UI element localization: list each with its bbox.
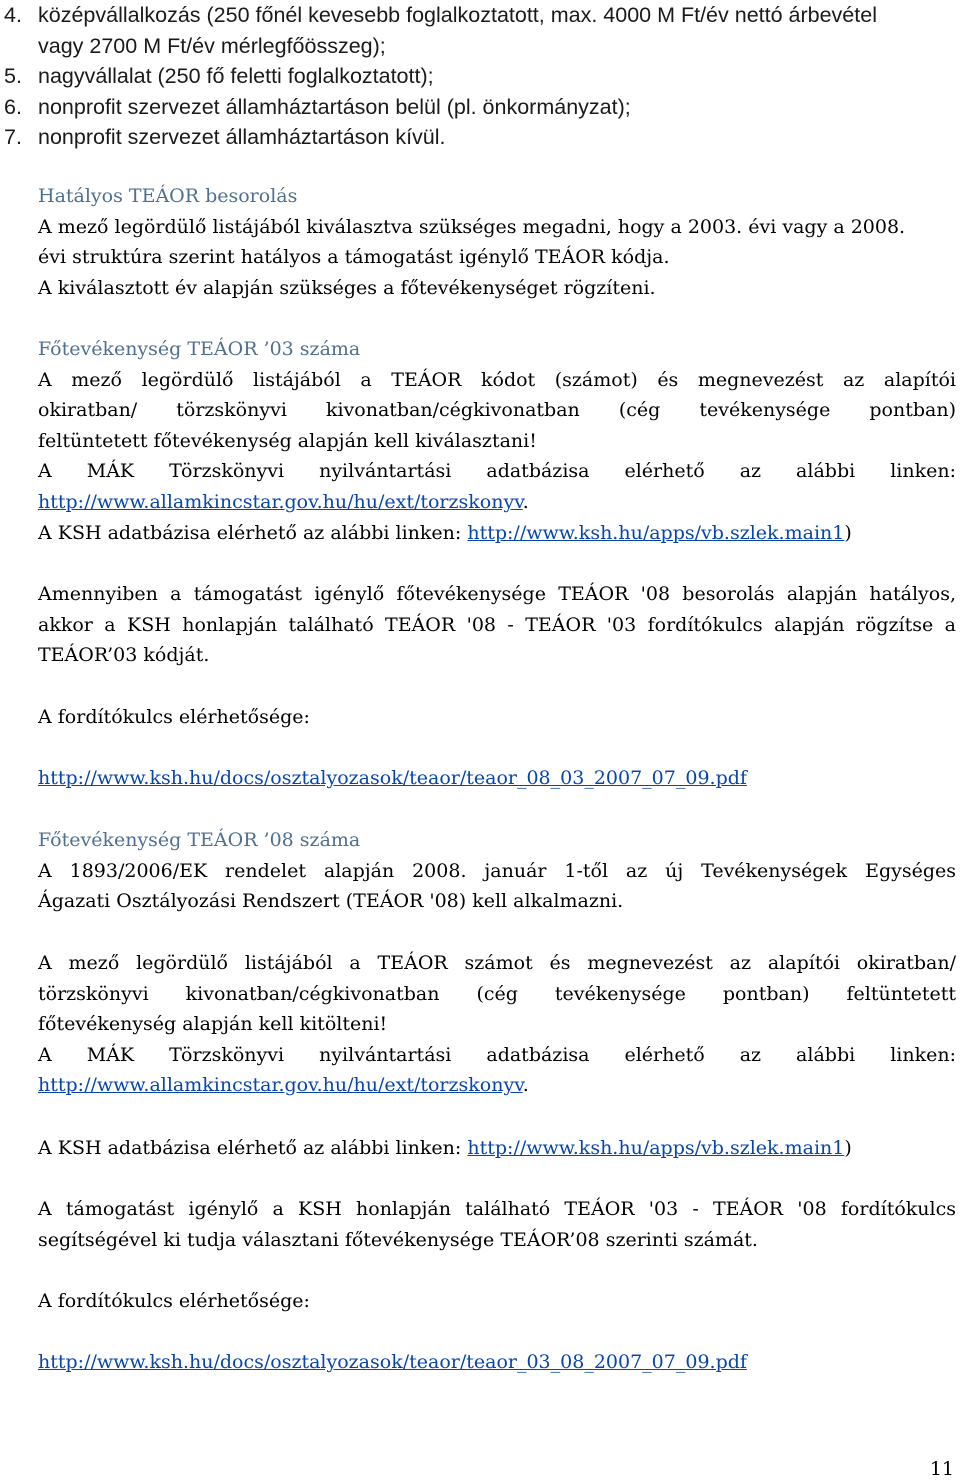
paragraph-line: A kiválasztott év alapján szükséges a főtevékenységet rögzíteni.	[38, 276, 656, 299]
paragraph-line: TEÁOR’03 kódját.	[38, 644, 210, 667]
mak-link-line	[38, 487, 956, 518]
paragraph-line: A mező legördülő listájából a TEÁOR számot és megnevezést az alapítói okiratban/	[38, 952, 956, 974]
organization-type-list	[0, 0, 960, 153]
paragraph-line: Amennyiben a támogatást igénylő főtevékenysége TEÁOR '08 besorolás alapján hatályos,	[38, 583, 956, 605]
ksh-link-intro: A KSH adatbázisa elérhető az alábbi linken:	[38, 521, 468, 544]
section-teaor-classification	[38, 181, 956, 303]
key-label: A fordítókulcs elérhetősége:	[38, 1290, 310, 1312]
list-item	[0, 31, 960, 62]
paragraph-line: törzskönyvi kivonatban/cégkivonatban (cég tevékenysége pontban) feltüntetett	[38, 982, 956, 1005]
paragraph-line: A MÁK Törzskönyvi nyilvántartási adatbázisa elérhető az alábbi linken:	[38, 460, 956, 483]
paragraph-conversion-08	[38, 1194, 956, 1255]
list-text: nonprofit szervezet államháztartáson kívül.	[38, 125, 446, 149]
key-03-08-link[interactable]: http://www.ksh.hu/docs/osztalyozasok/teaor/teaor_03_08_2007_07_09.pdf	[38, 1351, 747, 1373]
paragraph-line: segítségével ki tudja választani főtevékenysége TEÁOR’08 szerinti számát.	[38, 1228, 758, 1251]
paragraph-line: A támogatást igénylő a KSH honlapján található TEÁOR '03 - TEÁOR '08 fordítókulcs	[38, 1198, 956, 1220]
list-number: 5.	[4, 64, 22, 88]
paragraph-line: A MÁK Törzskönyvi nyilvántartási adatbázisa elérhető az alábbi linken:	[38, 1043, 956, 1066]
list-text: vagy 2700 M Ft/év mérlegfőösszeg);	[38, 33, 386, 58]
list-number: 7.	[4, 125, 22, 149]
mak-registry-link[interactable]: http://www.allamkincstar.gov.hu/hu/ext/torzskonyv	[38, 1074, 523, 1097]
list-number: 4.	[4, 3, 22, 27]
mak-registry-link[interactable]: http://www.allamkincstar.gov.hu/hu/ext/torzskonyv	[38, 490, 523, 513]
punctuation: )	[844, 521, 852, 544]
punctuation: .	[522, 490, 529, 513]
paragraph-line: feltüntetett főtevékenység alapján kell kiválasztani!	[38, 429, 537, 452]
ksh-link-line	[38, 1133, 956, 1164]
key-08-03-link[interactable]: http://www.ksh.hu/docs/osztalyozasok/teaor/teaor_08_03_2007_07_09.pdf	[38, 767, 747, 789]
section-teaor-08	[38, 825, 956, 917]
list-item	[0, 61, 960, 92]
paragraph-selection	[38, 948, 956, 1101]
paragraph-line: okiratban/ törzskönyvi kivonatban/cégkivonatban (cég tevékenysége pontban)	[38, 399, 956, 422]
section-heading: Főtevékenység TEÁOR ’08 száma	[38, 829, 361, 851]
punctuation: .	[522, 1074, 529, 1097]
mak-link-line	[38, 1070, 956, 1101]
list-text: középvállalkozás (250 főnél kevesebb foglalkoztatott, max. 4000 M Ft/év nettó árbevétel	[38, 3, 877, 27]
key-label: A fordítókulcs elérhetősége:	[38, 706, 310, 728]
paragraph-line: főtevékenység alapján kell kitölteni!	[38, 1013, 388, 1036]
list-item	[0, 92, 960, 123]
ksh-link-line	[38, 518, 956, 549]
paragraph-line: Ágazati Osztályozási Rendszert (TEÁOR '08) kell alkalmazni.	[38, 890, 624, 913]
ksh-database-link[interactable]: http://www.ksh.hu/apps/vb.szlek.main1	[467, 1137, 845, 1159]
paragraph-line: A mező legördülő listájából kiválasztva szükséges megadni, hogy a 2003. évi vagy a 2008.	[38, 215, 906, 238]
list-number: 6.	[4, 94, 22, 119]
paragraph-line: A mező legördülő listájából a TEÁOR kódot (számot) és megnevezést az alapítói	[38, 368, 956, 391]
paragraph-line: évi struktúra szerint hatályos a támogatást igénylő TEÁOR kódja.	[38, 246, 670, 269]
ksh-link-intro: A KSH adatbázisa elérhető az alábbi linken:	[38, 1137, 468, 1159]
key-link-line	[38, 763, 956, 794]
list-item	[0, 0, 960, 31]
section-heading: Hatályos TEÁOR besorolás	[38, 185, 298, 207]
list-item	[0, 122, 960, 153]
section-teaor-03	[38, 334, 956, 548]
list-text: nagyvállalat (250 fő feletti foglalkoztatott);	[38, 64, 434, 88]
paragraph-line: akkor a KSH honlapján található TEÁOR '08 - TEÁOR '03 fordítókulcs alapján rögzítse a	[38, 613, 956, 636]
list-text: nonprofit szervezet államháztartáson belül (pl. önkormányzat);	[38, 94, 631, 119]
punctuation: )	[844, 1137, 852, 1159]
section-heading: Főtevékenység TEÁOR ’03 száma	[38, 338, 361, 360]
paragraph-conversion	[38, 579, 956, 671]
ksh-database-link[interactable]: http://www.ksh.hu/apps/vb.szlek.main1	[467, 521, 845, 544]
paragraph-line: A 1893/2006/EK rendelet alapján 2008. január 1-től az új Tevékenységek Egységes	[38, 859, 956, 882]
page-number: 11	[929, 1458, 954, 1480]
key-link-line	[38, 1347, 956, 1378]
